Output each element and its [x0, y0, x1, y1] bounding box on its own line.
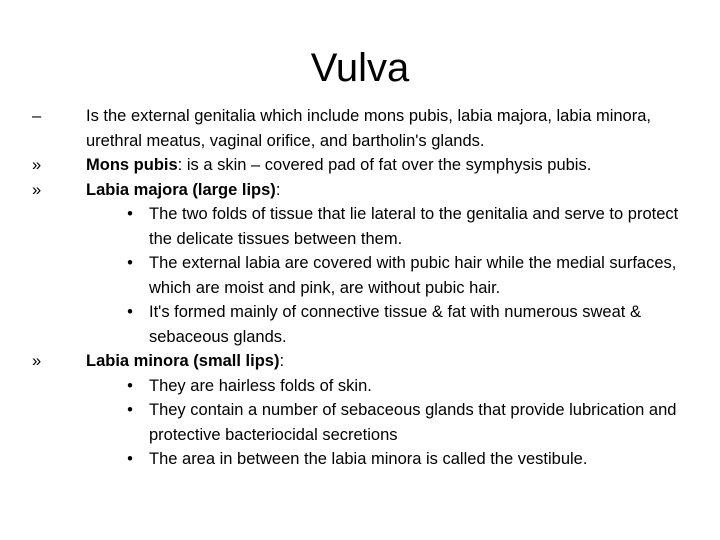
- sub-bullet-item: [28, 398, 698, 447]
- sub-bullet-text: The external labia are covered with pubic hair while the medial surfaces, which are moist and pink, are without pubic hair.: [149, 254, 677, 297]
- bullet-item: [28, 349, 698, 374]
- term-labia-minora: Labia minora (small lips): [86, 352, 280, 370]
- double-chevron-bullet-icon: »: [32, 352, 42, 370]
- term-mons-pubis: Mons pubis: [86, 156, 178, 174]
- bullet-item: [28, 153, 698, 178]
- bullet-item: [28, 104, 698, 153]
- bullet-list: [28, 104, 698, 472]
- sub-bullet-text: They contain a number of sebaceous glands that provide lubrication and protective bacteriocidal secretions: [149, 401, 677, 444]
- sub-bullet-item: [28, 202, 698, 251]
- slide-title: Vulva: [310, 46, 410, 90]
- term-definition: : is a skin – covered pad of fat over the symphysis pubis.: [177, 156, 592, 174]
- double-chevron-bullet-icon: »: [32, 156, 42, 174]
- sub-bullet-item: [28, 251, 698, 300]
- dot-bullet-icon: •: [127, 205, 133, 223]
- bullet-text: Is the external genitalia which include mons pubis, labia majora, labia minora, urethral meatus, vaginal orifice, and bartholin's glands.: [86, 107, 651, 150]
- term-punctuation: :: [279, 352, 285, 370]
- sub-bullet-text: It's formed mainly of connective tissue & fat with numerous sweat & sebaceous glands.: [149, 303, 641, 346]
- sub-bullet-text: The two folds of tissue that lie lateral to the genitalia and serve to protect the delicate tissues between them.: [149, 205, 679, 248]
- sub-bullet-item: [28, 447, 698, 472]
- bullet-text: [86, 349, 698, 374]
- dot-bullet-icon: •: [127, 254, 133, 272]
- bullet-text: [86, 153, 698, 178]
- sub-bullet-item: [28, 374, 698, 399]
- term-punctuation: :: [275, 180, 281, 199]
- double-chevron-bullet-icon: »: [32, 180, 42, 199]
- bullet-item: [28, 178, 698, 203]
- dot-bullet-icon: •: [127, 376, 133, 395]
- dot-bullet-icon: •: [127, 303, 133, 321]
- term-labia-majora: Labia majora (large lips): [86, 180, 276, 199]
- sub-bullet-text: The area in between the labia minora is called the vestibule.: [149, 450, 588, 468]
- sub-bullet-item: [28, 300, 698, 349]
- dot-bullet-icon: •: [127, 401, 133, 419]
- sub-bullet-text: They are hairless folds of skin.: [149, 376, 372, 395]
- dot-bullet-icon: •: [127, 450, 133, 468]
- bullet-text: [86, 178, 698, 203]
- dash-bullet-icon: –: [32, 107, 42, 125]
